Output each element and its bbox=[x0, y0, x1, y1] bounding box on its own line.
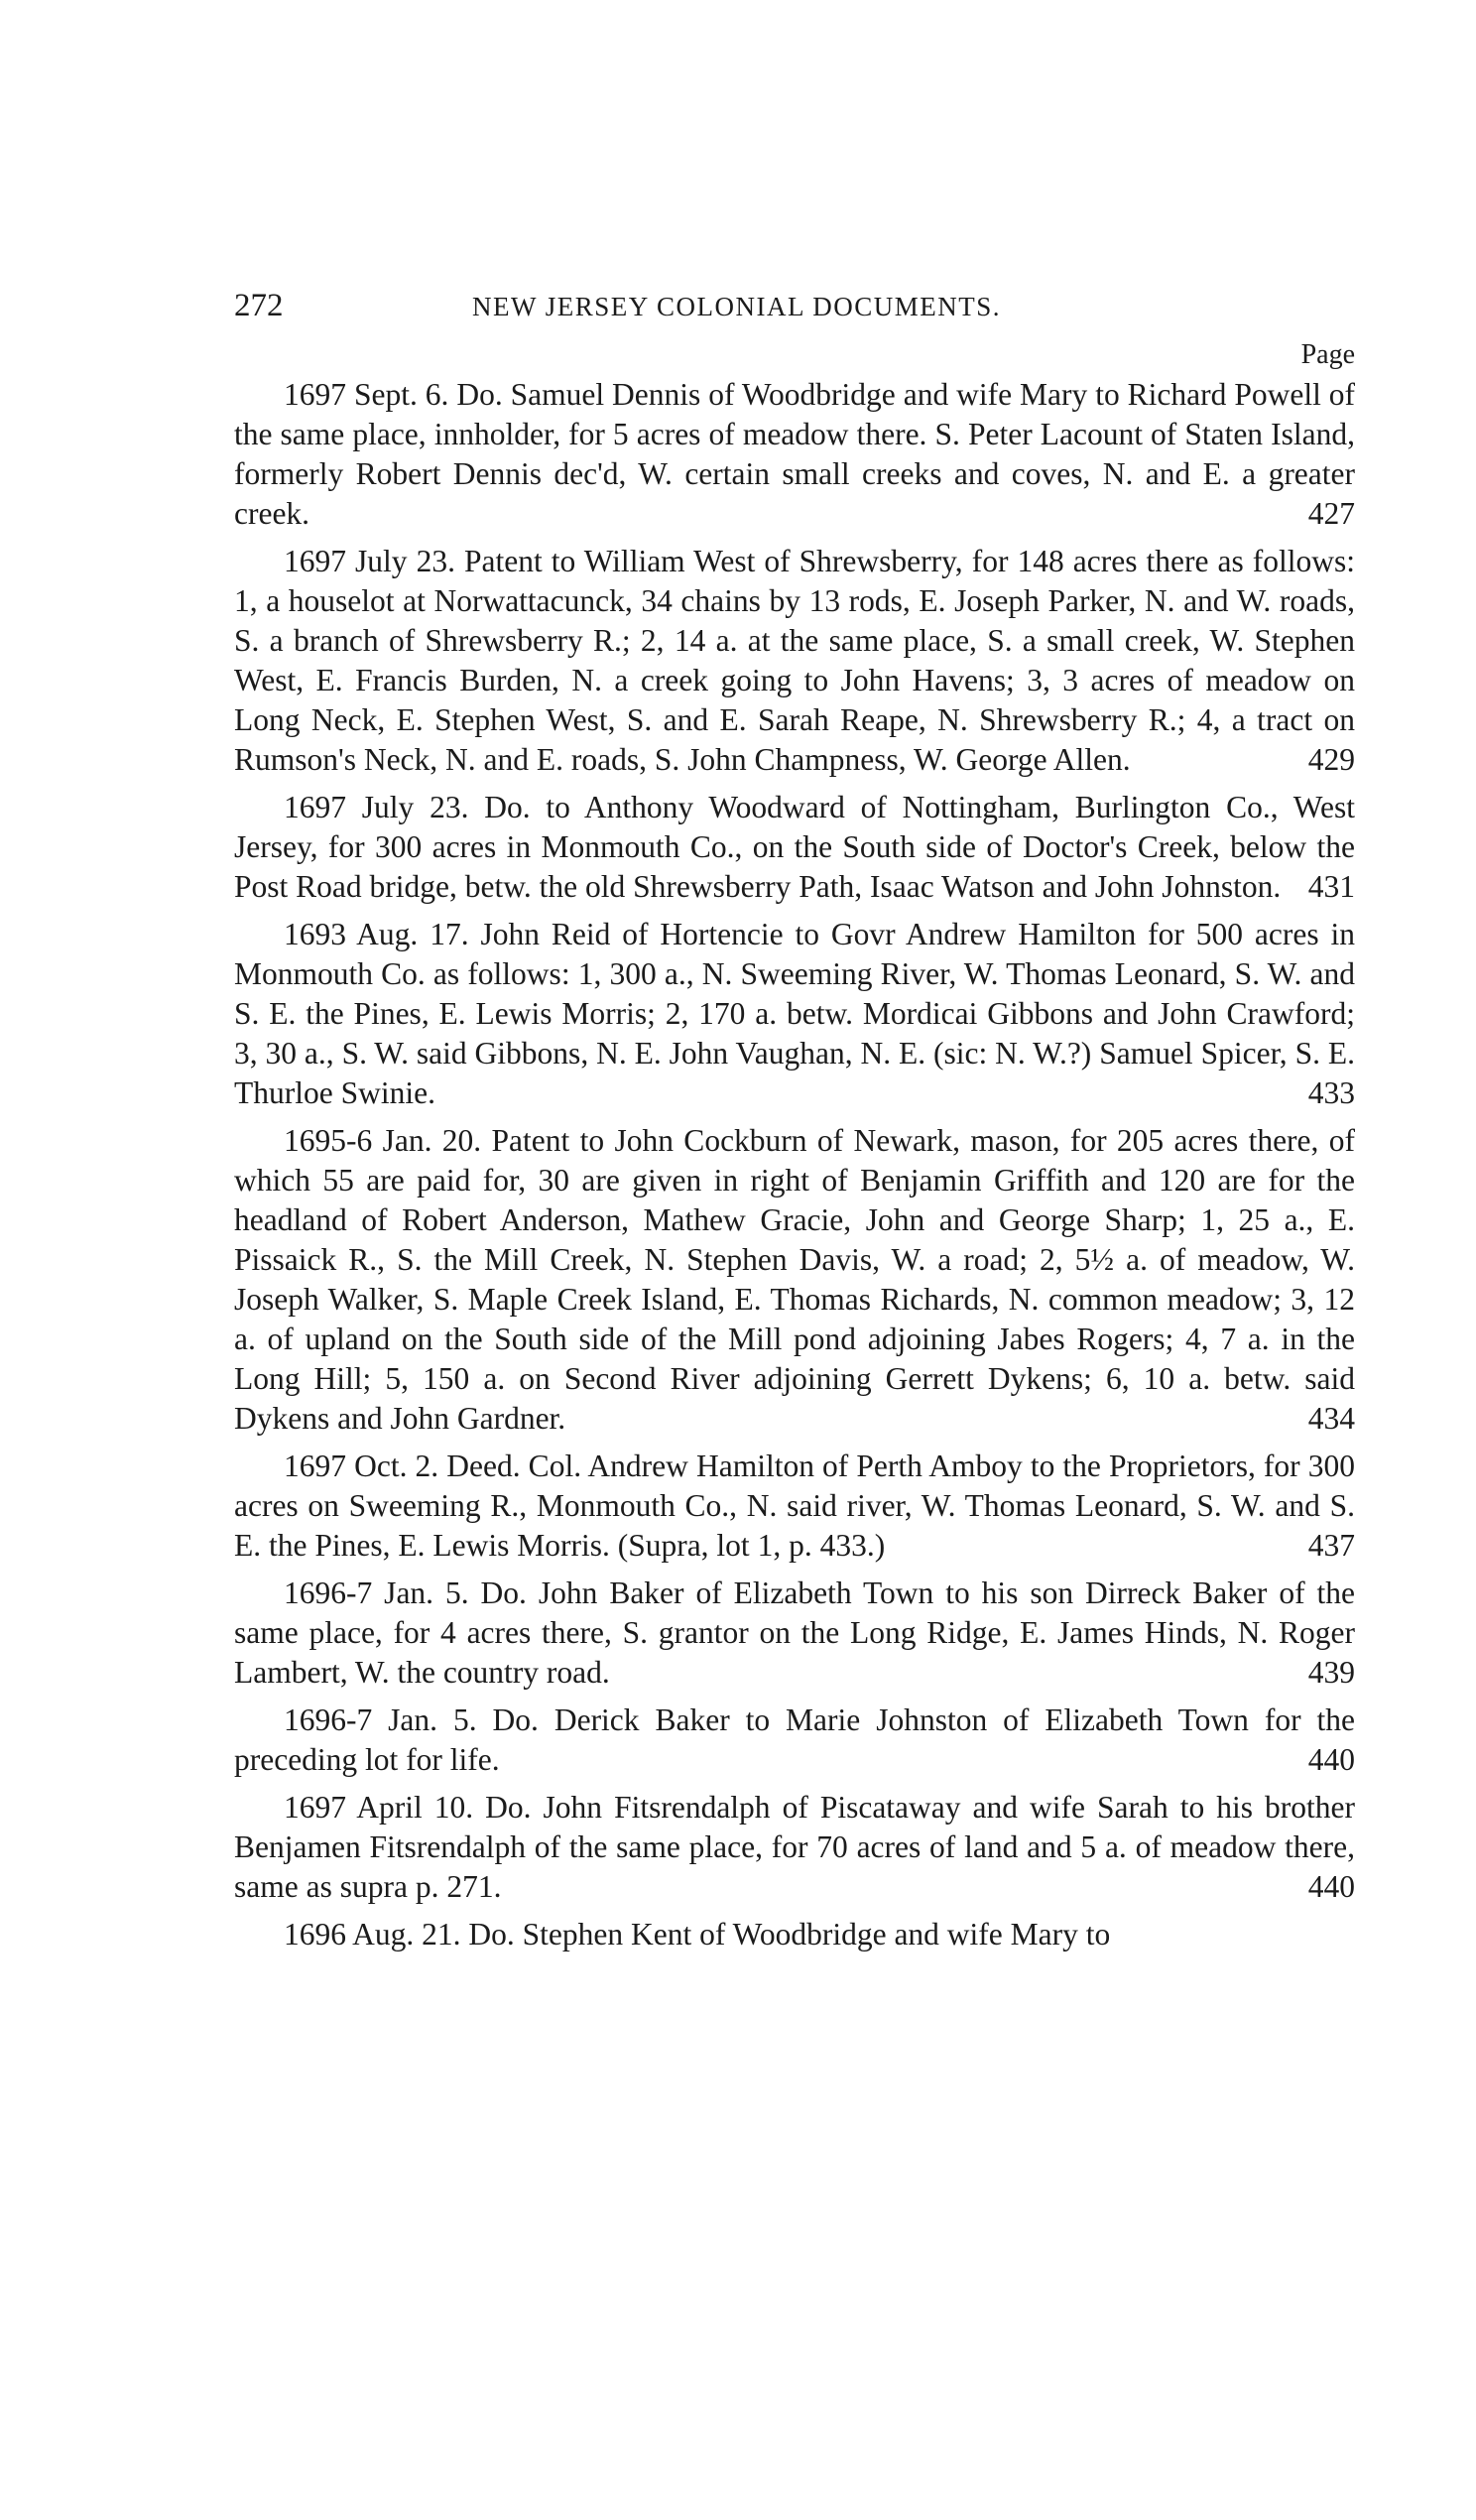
entry bbox=[234, 1788, 1355, 1907]
entry-page-ref: 431 bbox=[1307, 869, 1355, 904]
entry-text: 1696-7 Jan. 5. Do. John Baker of Elizabeth Town to his son Dirreck Baker of the same place, for 4 acres there, S. grantor on the Long Ridge, E. James Hinds, N. Roger Lambert, W. the country road. bbox=[234, 1575, 1355, 1690]
entry-page-ref: 434 bbox=[1307, 1401, 1355, 1436]
entry-text: 1697 Sept. 6. Do. Samuel Dennis of Woodbridge and wife Mary to Richard Powell of the same place, innholder, for 5 acres of meadow there. S. Peter Lacount of Staten Island, formerly Robert Dennis dec'd, W. certain small creeks and coves, N. and E. a greater creek. bbox=[234, 377, 1355, 531]
entry-page-ref: 440 bbox=[1307, 1742, 1355, 1777]
entry-text: 1697 July 23. Do. to Anthony Woodward of Nottingham, Burlington Co., West Jersey, for 300 acres in Monmouth Co., on the South side of Doctor's Creek, below the Post Road bridge, betw. the old Shrewsberry Path, Isaac Watson and John Johnston. bbox=[234, 790, 1355, 904]
entry-page-ref: 440 bbox=[1307, 1869, 1355, 1904]
entry-text: 1697 Oct. 2. Deed. Col. Andrew Hamilton of Perth Amboy to the Proprietors, for 300 acres on Sweeming R., Monmouth Co., N. said river, W. Thomas Leonard, S. W. and S. E. the Pines, E. Lewis Morris. (Supra, lot 1, p. 433.) bbox=[234, 1449, 1355, 1563]
entry-page-ref: 427 bbox=[1307, 496, 1355, 531]
running-title: NEW JERSEY COLONIAL DOCUMENTS. bbox=[472, 292, 1001, 321]
entry-text: 1696-7 Jan. 5. Do. Derick Baker to Marie Johnston of Elizabeth Town for the preceding lot for life. bbox=[234, 1702, 1355, 1777]
entry-text: 1693 Aug. 17. John Reid of Hortencie to Govr Andrew Hamilton for 500 acres in Monmouth Co. as follows: 1, 300 a., N. Sweeming River, W. Thomas Leonard, S. W. and S. E. the Pines, E. Lewis Morris; 2, 170 a. betw. Mordicai Gibbons and John Crawford; 3, 30 a., S. W. said Gibbons, N. E. John Vaughan, N. E. (sic: N. W.?) Samuel Spicer, S. E. Thurloe Swinie. bbox=[234, 917, 1355, 1110]
entry-page-ref: 433 bbox=[1307, 1075, 1355, 1110]
page-number: 272 bbox=[234, 288, 284, 323]
entry bbox=[234, 1447, 1355, 1566]
entry bbox=[234, 1915, 1355, 1954]
entry-page-ref: 437 bbox=[1307, 1528, 1355, 1563]
entry-text: 1697 April 10. Do. John Fitsrendalph of Piscataway and wife Sarah to his brother Benjamen Fitsrendalph of the same place, for 70 acres of land and 5 a. of meadow there, same as supra p. 271. bbox=[234, 1790, 1355, 1904]
entry bbox=[234, 1701, 1355, 1780]
entry bbox=[234, 375, 1355, 534]
entry-list bbox=[234, 375, 1355, 1962]
entry-page-ref: 429 bbox=[1307, 742, 1355, 777]
entry-text: 1696 Aug. 21. Do. Stephen Kent of Woodbridge and wife Mary to bbox=[284, 1917, 1111, 1952]
entry bbox=[234, 1574, 1355, 1693]
entry-text: 1695-6 Jan. 20. Patent to John Cockburn of Newark, mason, for 205 acres there, of which 55 are paid for, 30 are given in right of Benjamin Griffith and 120 are for the headland of Robert Anderson, Mathew Gracie, John and George Sharp; 1, 25 a., E. Pissaick R., S. the Mill Creek, N. Stephen Davis, W. a road; 2, 5½ a. of meadow, W. Joseph Walker, S. Maple Creek Island, E. Thomas Richards, N. common meadow; 3, 12 a. of upland on the South side of the Mill pond adjoining Jabes Rogers; 4, 7 a. in the Long Hill; 5, 150 a. on Second River adjoining Gerrett Dykens; 6, 10 a. betw. said Dykens and John Gardner. bbox=[234, 1123, 1355, 1436]
entry-text: 1697 July 23. Patent to William West of Shrewsberry, for 148 acres there as follows: 1, a houselot at Norwattacunck, 34 chains by 13 rods, E. Joseph Parker, N. and W. roads, S. a branch of Shrewsberry R.; 2, 14 a. at the same place, S. a small creek, W. Stephen West, E. Francis Burden, N. a creek going to John Havens; 3, 3 acres of meadow on Long Neck, E. Stephen West, S. and E. Sarah Reape, N. Shrewsberry R.; 4, a tract on Rumson's Neck, N. and E. roads, S. John Champness, W. George Allen. bbox=[234, 544, 1355, 777]
entry bbox=[234, 915, 1355, 1113]
entry-page-ref: 439 bbox=[1307, 1655, 1355, 1690]
page-column-label: Page bbox=[1300, 339, 1355, 370]
entry bbox=[234, 542, 1355, 780]
entry bbox=[234, 788, 1355, 907]
page-header bbox=[234, 288, 1359, 333]
entry bbox=[234, 1121, 1355, 1439]
